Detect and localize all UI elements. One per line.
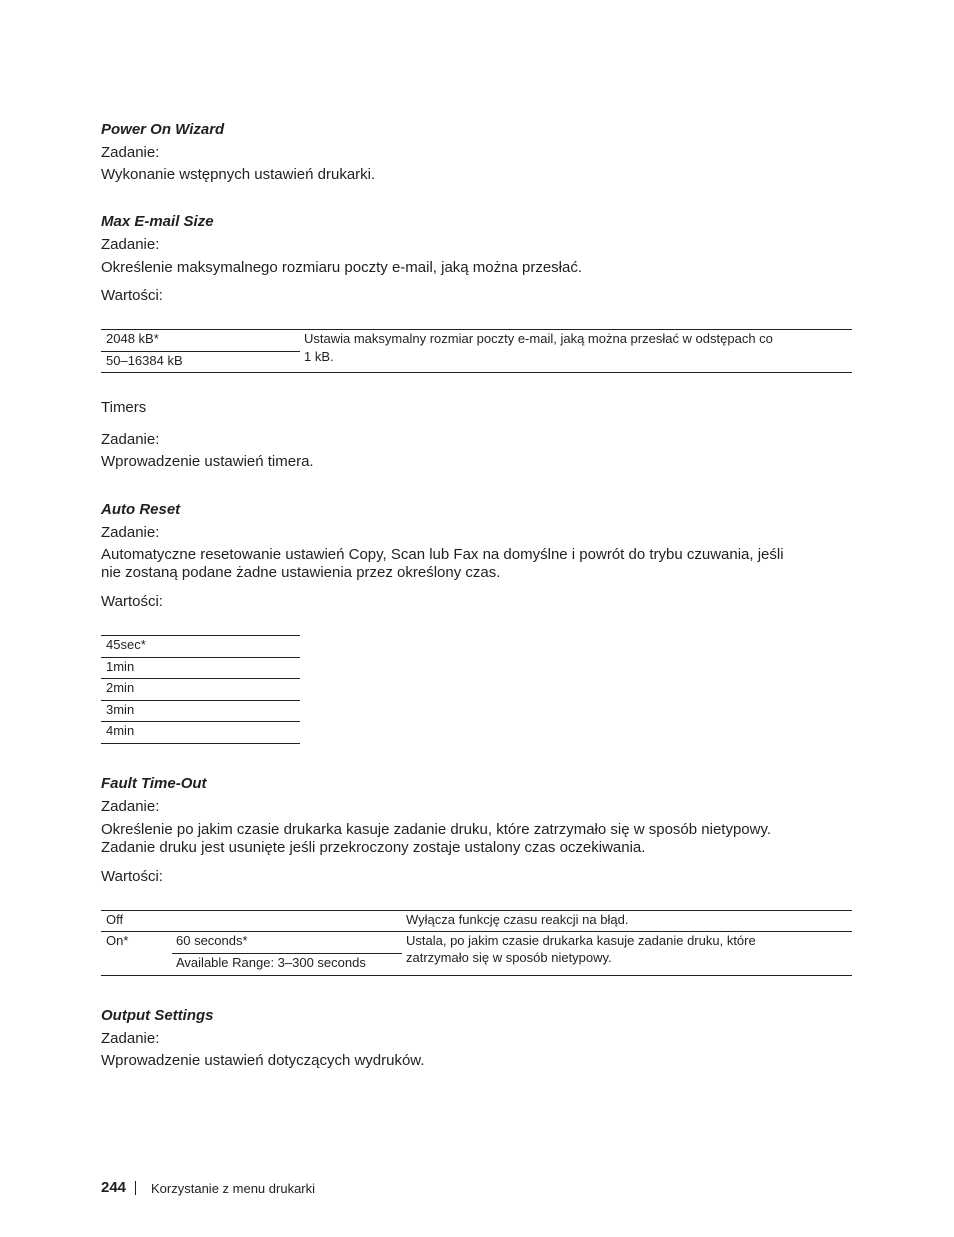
- fault-timeout-values-label: Wartości:: [101, 868, 163, 885]
- table-cell: 3min: [106, 702, 135, 717]
- auto-reset-task-label: Zadanie:: [101, 524, 160, 541]
- auto-reset-task-line2: nie zostaną podane żadne ustawienia przez określony czas.: [101, 564, 501, 581]
- table-description: zatrzymało się w sposób nietypowy.: [406, 950, 612, 965]
- table-rule: [172, 953, 402, 954]
- power-on-wizard-task-label: Zadanie:: [101, 144, 160, 161]
- table-cell: 4min: [106, 723, 135, 738]
- table-rule: [101, 743, 300, 744]
- max-email-task-label: Zadanie:: [101, 236, 160, 253]
- table-cell: 1min: [106, 659, 135, 674]
- table-rule: [101, 635, 300, 636]
- fault-timeout-task-line1: Określenie po jakim czasie drukarka kasuje zadanie druku, które zatrzymało się w sposób nietypowy.: [101, 821, 772, 838]
- table-rule: [101, 372, 852, 373]
- table-cell: 60 seconds*: [176, 933, 248, 948]
- max-email-values-label: Wartości:: [101, 287, 163, 304]
- table-description: 1 kB.: [304, 349, 334, 364]
- table-rule: [101, 975, 852, 976]
- power-on-wizard-title: Power On Wizard: [101, 121, 225, 138]
- output-settings-task-label: Zadanie:: [101, 1030, 160, 1047]
- footer-separator: [135, 1181, 136, 1195]
- timers-title: Timers: [101, 399, 147, 416]
- auto-reset-task-line1: Automatyczne resetowanie ustawień Copy, Scan lub Fax na domyślne i powrót do trybu czuwania, jeśli: [101, 546, 784, 563]
- table-cell-on: On*: [106, 933, 129, 948]
- table-cell-off: Off: [106, 912, 124, 927]
- fault-timeout-title: Fault Time-Out: [101, 775, 207, 792]
- table-cell: Available Range: 3–300 seconds: [176, 955, 366, 970]
- table-description: Wyłącza funkcję czasu reakcji na błąd.: [406, 912, 629, 927]
- table-rule: [101, 721, 300, 722]
- power-on-wizard-task-text: Wykonanie wstępnych ustawień drukarki.: [101, 166, 376, 183]
- table-cell: 2min: [106, 680, 135, 695]
- table-description: Ustawia maksymalny rozmiar poczty e-mail, jaką można przesłać w odstępach co: [304, 331, 773, 346]
- timers-task-label: Zadanie:: [101, 431, 160, 448]
- output-settings-title: Output Settings: [101, 1007, 214, 1024]
- table-rule: [101, 910, 852, 911]
- footer-chapter-title: Korzystanie z menu drukarki: [151, 1181, 316, 1196]
- auto-reset-title: Auto Reset: [101, 501, 181, 518]
- table-rule: [101, 657, 300, 658]
- table-cell: 2048 kB*: [106, 331, 159, 346]
- max-email-task-text: Określenie maksymalnego rozmiaru poczty e-mail, jaką można przesłać.: [101, 259, 583, 276]
- auto-reset-values-label: Wartości:: [101, 593, 163, 610]
- table-rule: [101, 700, 300, 701]
- table-cell: 45sec*: [106, 637, 146, 652]
- table-cell: 50–16384 kB: [106, 353, 183, 368]
- output-settings-task-text: Wprowadzenie ustawień dotyczących wydruków.: [101, 1052, 425, 1069]
- table-rule: [101, 678, 300, 679]
- page-number: 244: [101, 1179, 127, 1196]
- table-rule: [101, 329, 852, 330]
- fault-timeout-task-line2: Zadanie druku jest usunięte jeśli przekroczony zostaje ustalony czas oczekiwania.: [101, 839, 646, 856]
- table-rule: [101, 351, 300, 352]
- fault-timeout-task-label: Zadanie:: [101, 798, 160, 815]
- table-description: Ustala, po jakim czasie drukarka kasuje zadanie druku, które: [406, 933, 756, 948]
- table-rule: [101, 931, 852, 932]
- timers-task-text: Wprowadzenie ustawień timera.: [101, 453, 314, 470]
- max-email-title: Max E-mail Size: [101, 213, 214, 230]
